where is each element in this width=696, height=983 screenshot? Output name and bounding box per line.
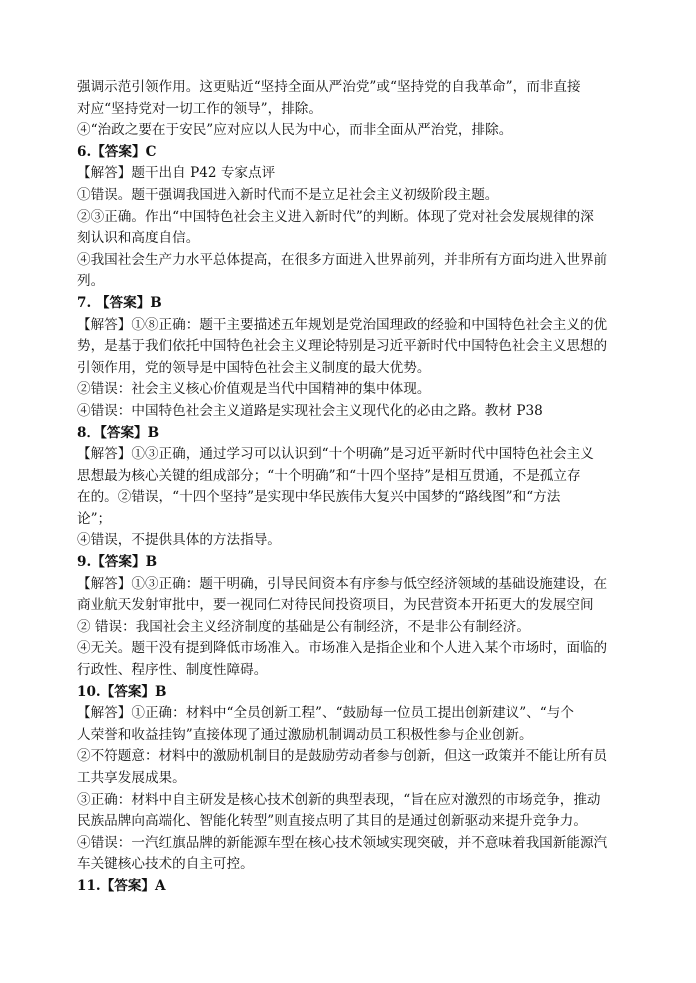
answer-heading: 9.【答案】B <box>77 554 158 571</box>
text-line: 引领作用，党的领导是中国特色社会主义制度的最大优势。 <box>77 359 431 376</box>
text-line: 【解答】题干出自 P42 专家点评 <box>77 165 276 182</box>
answer-heading: 7. 【答案】B <box>77 294 162 311</box>
text-line: ④“治政之要在于安民”应对应以人民为中心，而非全面从严治党，排除。 <box>77 122 513 139</box>
text-line: 思想最为核心关键的组成部分；“十个明确”和“十四个坚持”是相互贯通，不是孤立存 <box>77 467 581 484</box>
text-line: ②不符题意：材料中的激励机制目的是鼓励劳动者参与创新，但这一政策并不能让所有员 <box>77 748 608 765</box>
text-line: ④无关。题干没有提到降低市场准入。市场准入是指企业和个人进入某个市场时，面临的 <box>77 640 608 657</box>
text-line: 民族品牌向高端化、智能化转型”则直接点明了其目的是通过创新驱动来提升竞争力。 <box>77 813 587 830</box>
text-line: 强调示范引领作用。这更贴近“坚持全面从严治党”或“坚持党的自我革命”，而非直接 <box>77 79 581 95</box>
text-line: ①错误。题干强调我国进入新时代而不是立足社会主义初级阶段主题。 <box>77 186 499 203</box>
answer-heading: 10.【答案】B <box>77 683 167 700</box>
answer-heading: 6.【答案】C <box>77 143 157 160</box>
document-page <box>77 77 629 898</box>
text-line: 【解答】①正确：材料中“全员创新工程”、“鼓励每一位员工提出创新建议”、“与个 <box>77 705 574 722</box>
text-line: 车关键核心技术的自主可控。 <box>77 856 254 873</box>
text-line: ②③正确。作出“中国特色社会主义进入新时代”的判断。体现了党对社会发展规律的深 <box>77 208 594 225</box>
text-line: ③正确：材料中自主研发是核心技术创新的典型表现，“旨在应对激烈的市场竞争，推动 <box>77 791 601 808</box>
text-line: 势，是基于我们依托中国特色社会主义理论特别是习近平新时代中国特色社会主义思想的 <box>77 338 608 355</box>
text-line: 人荣誉和收益挂钩”直接体现了通过激励机制调动员工积极性参与企业创新。 <box>77 726 533 743</box>
text-line: 刻认识和高度自信。 <box>77 230 200 247</box>
text-line: ② 错误：我国社会主义经济制度的基础是公有制经济，不是非公有制经济。 <box>77 618 530 635</box>
text-line: 行政性、程序性、制度性障碍。 <box>77 662 268 679</box>
text-line: ④错误，不提供具体的方法指导。 <box>77 532 281 549</box>
answer-heading: 8．【答案】B <box>77 424 160 441</box>
text-line: ④错误：中国特色社会主义道路是实现社会主义现代化的必由之路。教材 P38 <box>77 402 543 419</box>
text-line: 列。 <box>77 273 105 290</box>
answer-heading: 11.【答案】A <box>77 877 166 894</box>
text-line: 在的。②错误，“十四个坚持”是实现中华民族伟大复兴中国梦的“路线图”和“方法 <box>77 489 561 506</box>
text-line: ④错误：一汽红旗品牌的新能源车型在核心技术领域实现突破，并不意味着我国新能源汽 <box>77 834 608 851</box>
text-line: 论”； <box>77 510 112 527</box>
text-line: 工共享发展成果。 <box>77 770 186 786</box>
text-line: 对应“坚持党对一切工作的领导”，排除。 <box>77 100 322 117</box>
text-line: ②错误：社会主义核心价值观是当代中国精神的集中体现。 <box>77 381 431 398</box>
text-line: ④我国社会生产力水平总体提高，在很多方面进入世界前列，并非所有方面均进入世界前 <box>77 251 608 268</box>
text-line: 【解答】①③正确，通过学习可以认识到“十个明确”是习近平新时代中国特色社会主义 <box>77 446 594 463</box>
text-line: 商业航天发射审批中，要一视同仁对待民间投资项目，为民营资本开拓更大的发展空间 <box>77 597 594 614</box>
text-line: 【解答】①③正确：题干明确，引导民间资本有序参与低空经济领域的基础设施建设，在 <box>77 575 608 592</box>
text-line: 【解答】①⑧正确：题干主要描述五年规划是党治国理政的经验和中国特色社会主义的优 <box>77 316 608 333</box>
